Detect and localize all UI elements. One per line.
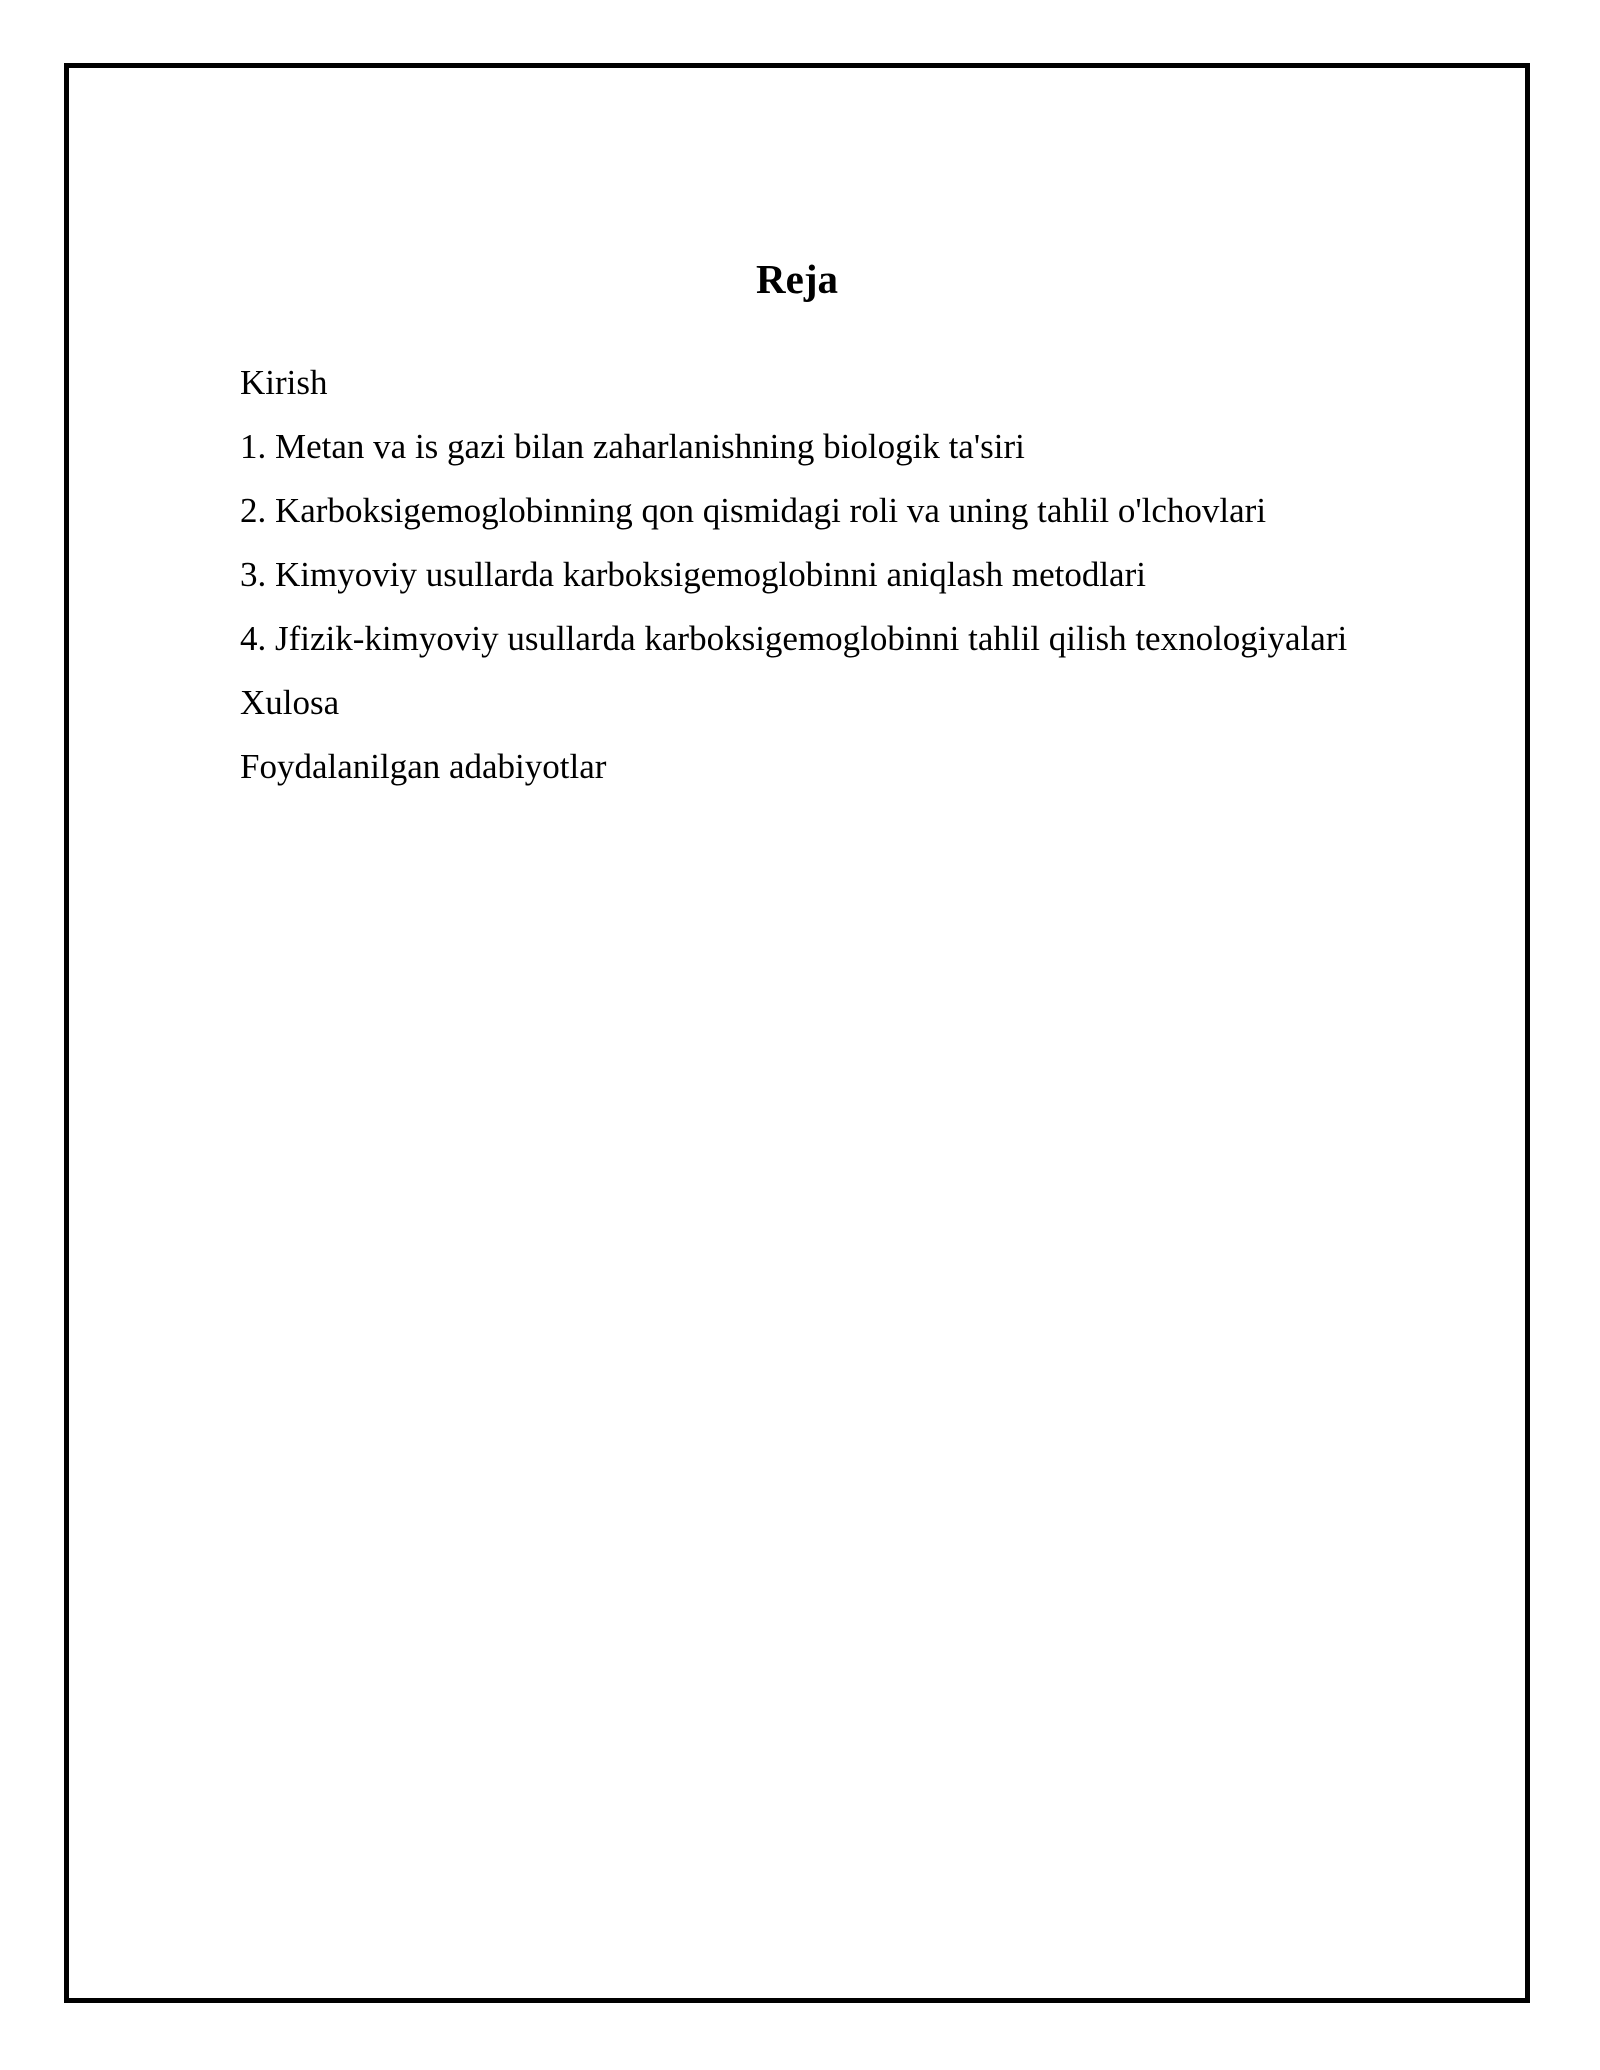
toc-item-4: 4. Jfizik-kimyoviy usullarda karboksigemoglobinni tahlil qilish texnologiyalari xyxy=(240,619,1348,658)
toc-item-2: 2. Karboksigemoglobinning qon qismidagi roli va uning tahlil o'lchovlari xyxy=(240,491,1267,530)
toc-item-conclusion: Xulosa xyxy=(240,683,340,722)
page-border xyxy=(64,63,1530,2003)
page-title: Reja xyxy=(756,256,838,302)
toc-item-1: 1. Metan va is gazi bilan zaharlanishning biologik ta'siri xyxy=(240,427,1025,466)
toc-item-introduction: Kirish xyxy=(240,363,328,402)
toc-item-references: Foydalanilgan adabiyotlar xyxy=(240,747,607,786)
toc-item-3: 3. Kimyoviy usullarda karboksigemoglobinni aniqlash metodlari xyxy=(240,555,1146,594)
table-of-contents xyxy=(240,358,1420,806)
